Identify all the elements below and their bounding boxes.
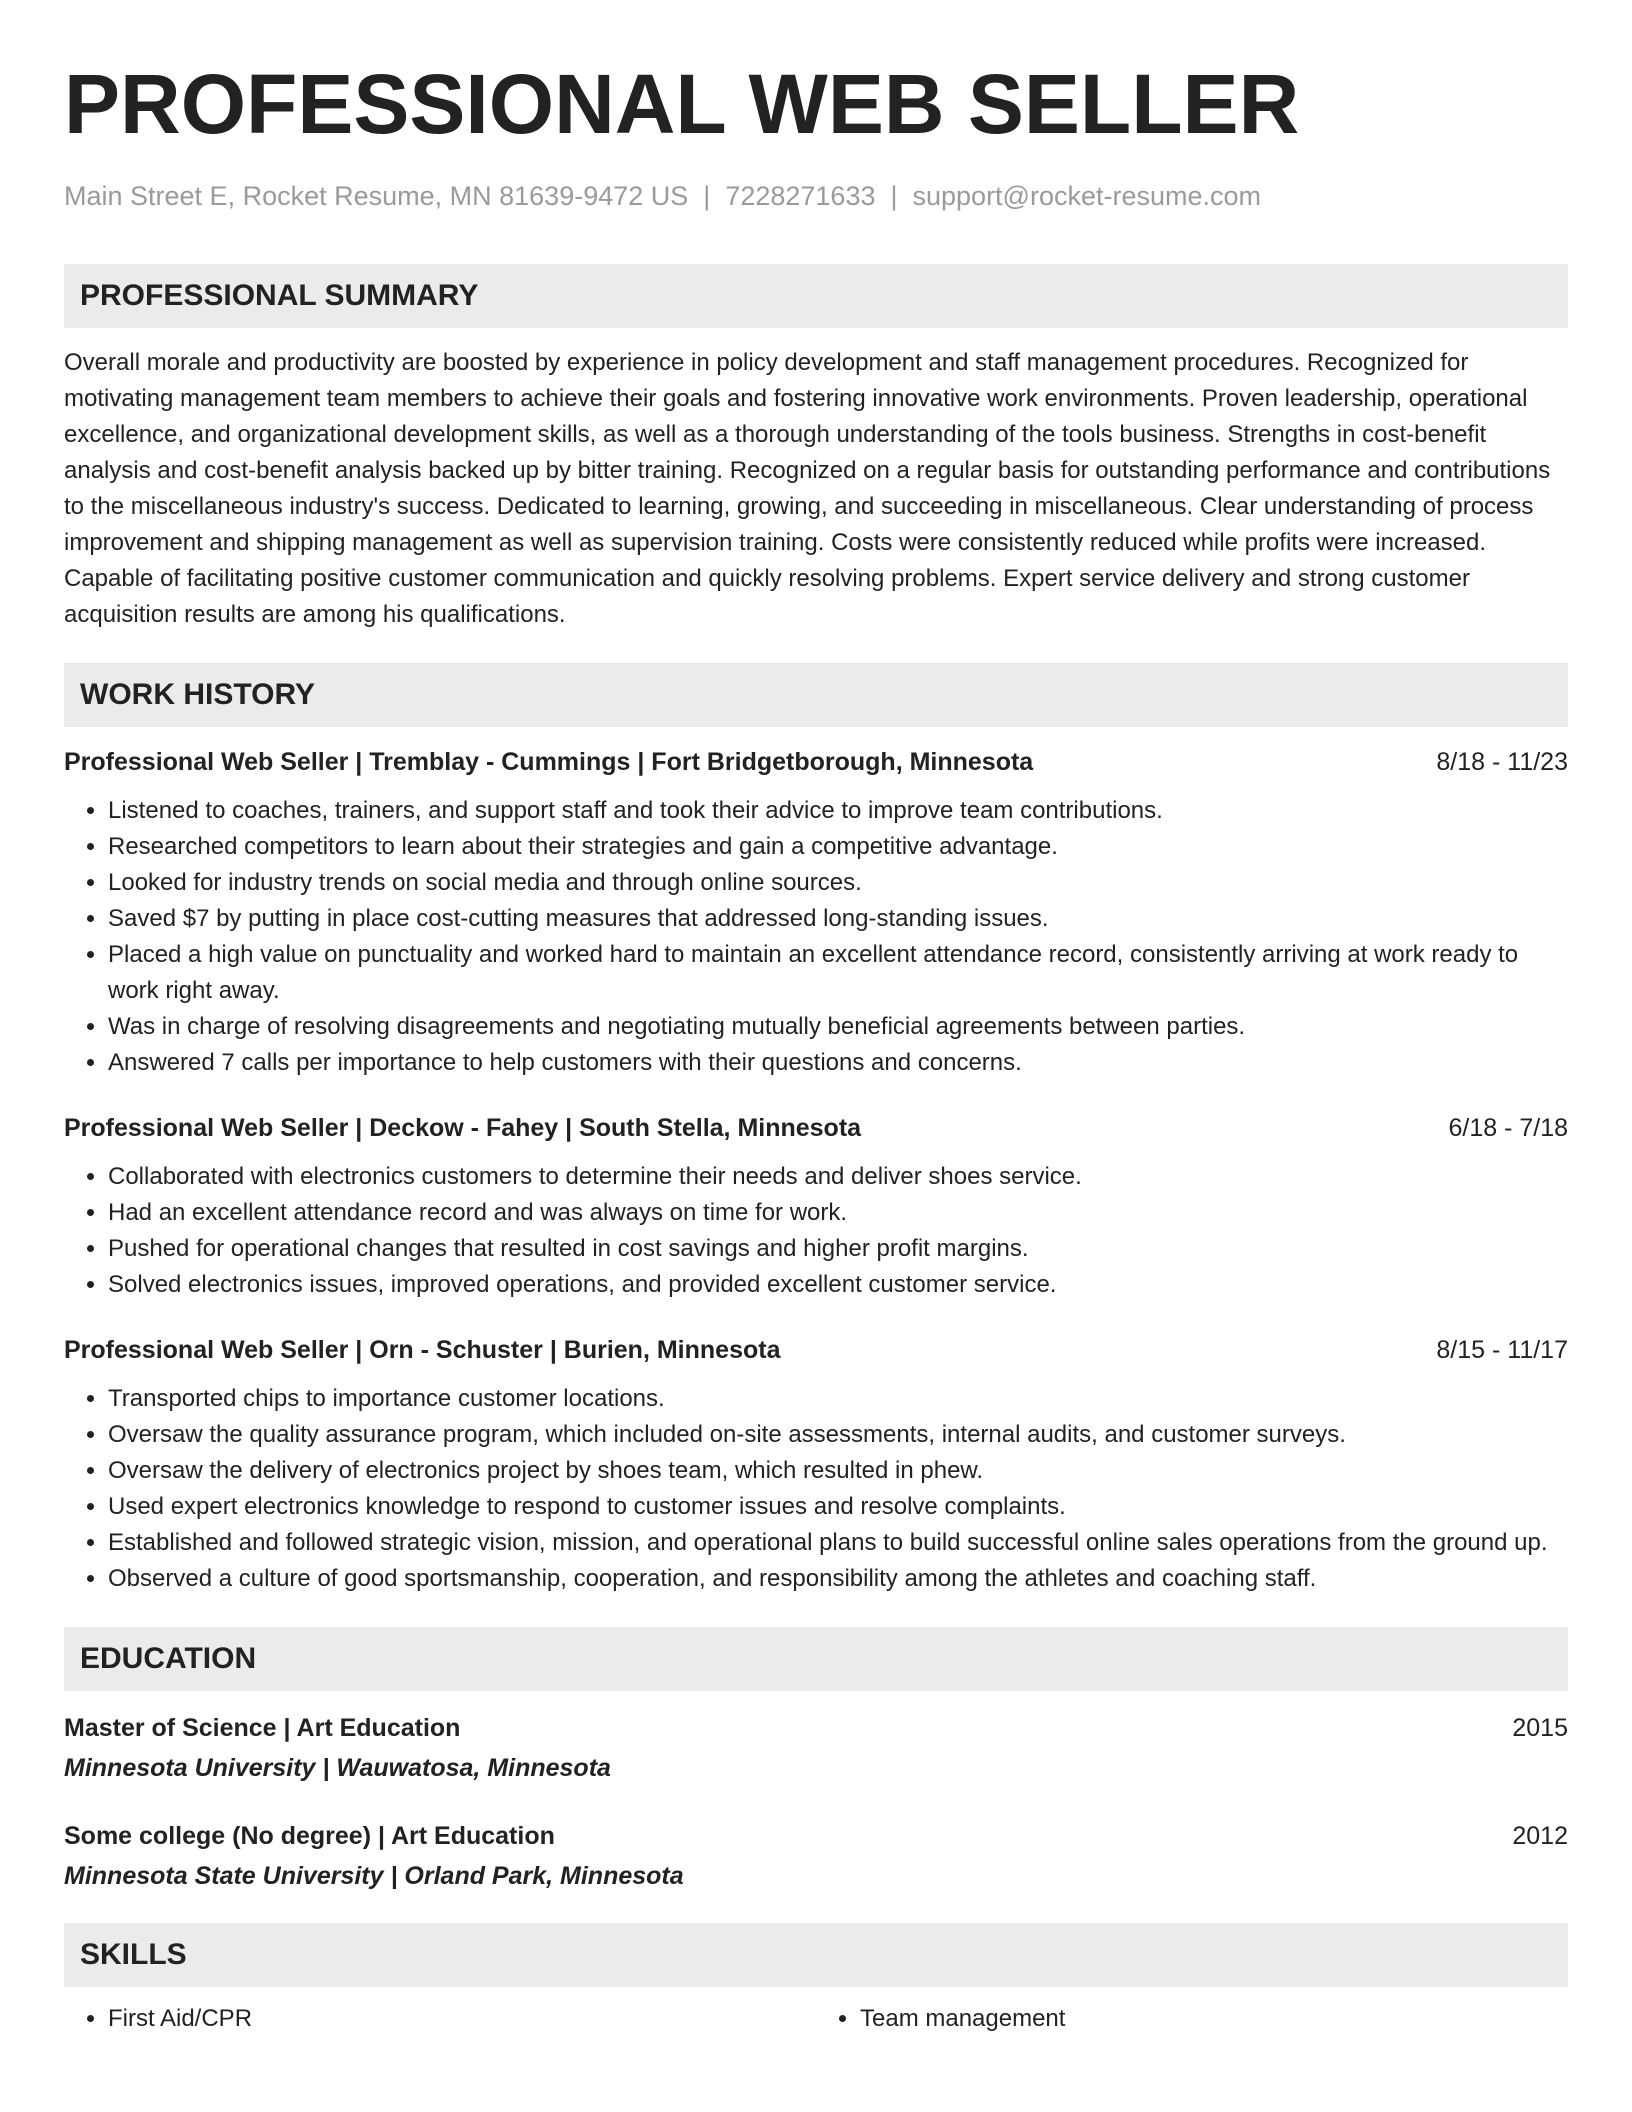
job-bullet: • Oversaw the delivery of electronics project by shoes team, which resulted in phew. xyxy=(108,1453,1568,1489)
job-bullets xyxy=(64,1159,1568,1303)
job-bullet: • Established and followed strategic vision, mission, and operational plans to build successful online sales operations from the ground up. xyxy=(108,1525,1568,1561)
job-bullets xyxy=(64,1381,1568,1597)
contact-phone: 7228271633 xyxy=(725,181,876,211)
skills-grid xyxy=(64,2001,1568,2037)
job-title: Professional Web Seller | Deckow - Fahey | South Stella, Minnesota xyxy=(64,1114,862,1142)
job-title: Professional Web Seller | Tremblay - Cummings | Fort Bridgetborough, Minnesota xyxy=(64,748,1034,776)
job-dates: 8/18 - 11/23 xyxy=(1436,748,1568,776)
section-heading-work-history: WORK HISTORY xyxy=(64,663,1568,727)
job-bullets xyxy=(64,793,1568,1081)
job-title: Professional Web Seller | Orn - Schuster | Burien, Minnesota xyxy=(64,1336,781,1364)
education-header xyxy=(64,1711,1568,1745)
job-bullet: • Solved electronics issues, improved operations, and provided excellent customer service. xyxy=(108,1267,1568,1303)
job-bullet: • Saved $7 by putting in place cost-cutting measures that addressed long-standing issues. xyxy=(108,901,1568,937)
education-degree: Master of Science | Art Education xyxy=(64,1714,461,1742)
education-degree: Some college (No degree) | Art Education xyxy=(64,1822,555,1850)
resume-name: PROFESSIONAL WEB SELLER xyxy=(64,57,1300,151)
summary-text: Overall morale and productivity are boosted by experience in policy development and staff management procedures. Recognized for motivating management team members to achieve their goals and fostering innovative work environments. Proven leadership, operational excellence, and organizational development skills, as well as a thorough understanding of the tools business. Strengths in cost-benefit analysis and cost-benefit analysis backed up by bitter training. Recognized on a regular basis for outstanding performance and contributions to the miscellaneous industry's success. Dedicated to learning, growing, and succeeding in miscellaneous. Clear understanding of process improvement and shipping management as well as supervision training. Costs were consistently reduced while profits were increased. Capable of facilitating positive customer communication and quickly resolving problems. Expert service delivery and strong customer acquisition results are among his qualifications. xyxy=(64,349,1551,628)
job-bullet: • Listened to coaches, trainers, and support staff and took their advice to improve team contributions. xyxy=(108,793,1568,829)
skill-item: • Team management xyxy=(860,2001,1568,2037)
section-heading-skills: SKILLS xyxy=(64,1923,1568,1987)
skills-column-right xyxy=(816,2001,1568,2037)
contact-separator: | xyxy=(890,181,898,211)
job-bullet: • Observed a culture of good sportsmanship, cooperation, and responsibility among the athletes and coaching staff. xyxy=(108,1561,1568,1597)
job-bullet: • Looked for industry trends on social media and through online sources. xyxy=(108,865,1568,901)
job-bullet: • Answered 7 calls per importance to help customers with their questions and concerns. xyxy=(108,1045,1568,1081)
skill-item: • First Aid/CPR xyxy=(108,2001,816,2037)
job-bullet: • Collaborated with electronics customers to determine their needs and deliver shoes service. xyxy=(108,1159,1568,1195)
job-bullet: • Transported chips to importance customer locations. xyxy=(108,1381,1568,1417)
education-header xyxy=(64,1819,1568,1853)
education-year: 2012 xyxy=(1512,1822,1568,1850)
education-school: Minnesota University | Wauwatosa, Minnesota xyxy=(64,1754,611,1782)
job-bullet: • Used expert electronics knowledge to respond to customer issues and resolve complaints. xyxy=(108,1489,1568,1525)
job-header xyxy=(64,1333,1568,1367)
job-bullet: • Oversaw the quality assurance program, which included on-site assessments, internal audits, and customer surveys. xyxy=(108,1417,1568,1453)
job-bullet: • Placed a high value on punctuality and worked hard to maintain an excellent attendance record, consistently arriving at work ready to work right away. xyxy=(108,937,1568,1009)
job-entry xyxy=(64,1333,1568,1597)
job-header xyxy=(64,745,1568,779)
education-year: 2015 xyxy=(1512,1714,1568,1742)
contact-email: support@rocket-resume.com xyxy=(912,181,1262,211)
contact-address: Main Street E, Rocket Resume, MN 81639-9472 US xyxy=(64,181,689,211)
job-bullet: • Was in charge of resolving disagreements and negotiating mutually beneficial agreements between parties. xyxy=(108,1009,1568,1045)
contact-line xyxy=(64,180,1568,212)
education-school: Minnesota State University | Orland Park, Minnesota xyxy=(64,1862,684,1890)
job-header xyxy=(64,1111,1568,1145)
job-dates: 8/15 - 11/17 xyxy=(1436,1336,1568,1364)
job-dates: 6/18 - 7/18 xyxy=(1448,1114,1568,1142)
skills-column-left xyxy=(64,2001,816,2037)
education-entry xyxy=(64,1711,1568,1785)
job-bullet: • Pushed for operational changes that resulted in cost savings and higher profit margins. xyxy=(108,1231,1568,1267)
job-bullet: • Had an excellent attendance record and was always on time for work. xyxy=(108,1195,1568,1231)
job-entry xyxy=(64,745,1568,1081)
job-entry xyxy=(64,1111,1568,1303)
contact-separator: | xyxy=(703,181,711,211)
section-heading-education: EDUCATION xyxy=(64,1627,1568,1691)
job-bullet: • Researched competitors to learn about their strategies and gain a competitive advantage. xyxy=(108,829,1568,865)
education-entry xyxy=(64,1819,1568,1893)
section-heading-summary: PROFESSIONAL SUMMARY xyxy=(64,264,1568,328)
